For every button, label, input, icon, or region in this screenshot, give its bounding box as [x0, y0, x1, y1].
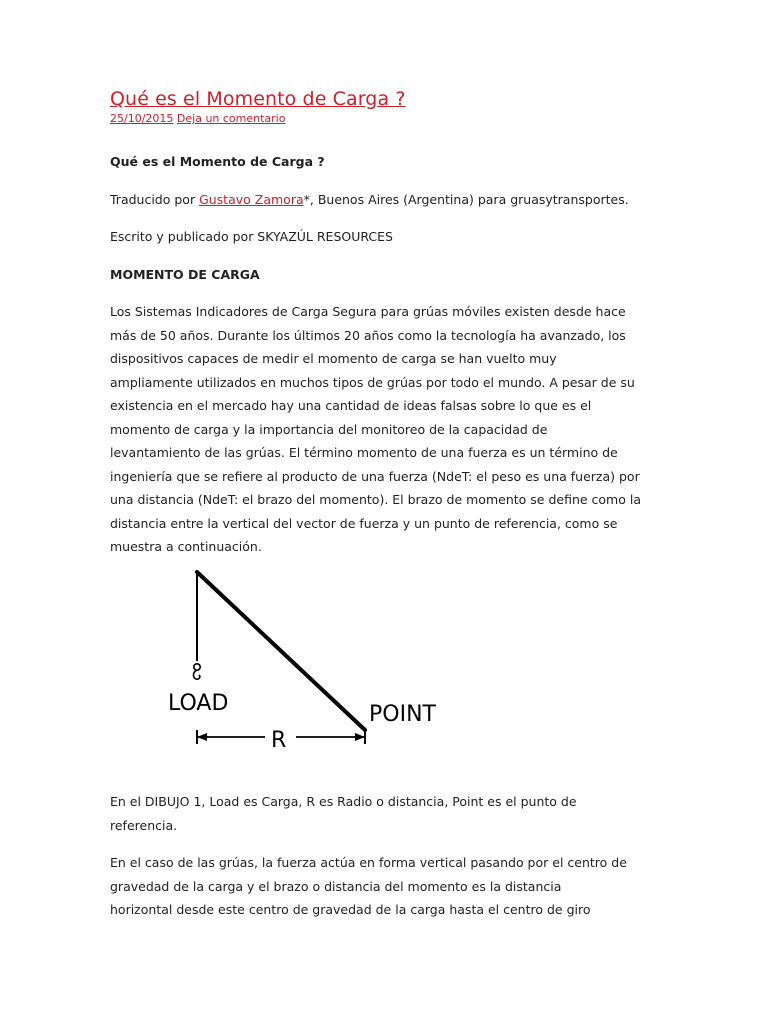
paragraph-line: levantamiento de las grúas. El término momento de una fuerza es un término de: [110, 445, 618, 460]
point-label: POINT: [369, 702, 436, 727]
paragraph-2: [110, 790, 670, 837]
translated-suffix: *, Buenos Aires (Argentina) para gruasytransportes.: [303, 191, 629, 207]
article-heading: Qué es el Momento de Carga ?: [110, 154, 325, 169]
paragraph-line: existencia en el mercado hay una cantidad de ideas falsas sobre lo que es el: [110, 398, 592, 413]
paragraph-line: gravedad de la carga y el brazo o distancia del momento es la distancia: [110, 878, 562, 894]
post-title[interactable]: Qué es el Momento de Carga ?: [110, 88, 406, 110]
paragraph-line: Los Sistemas Indicadores de Carga Segura para grúas móviles existen desde hace: [110, 304, 626, 319]
paragraph-line: dispositivos capaces de medir el momento de carga se han vuelto muy: [110, 351, 557, 366]
written-by-line: Escrito y publicado por SKYAZÚL RESOURCES: [110, 229, 393, 244]
load-label: LOAD: [168, 691, 229, 716]
article: [110, 86, 670, 559]
paragraph-3: [110, 851, 670, 922]
paragraph-line: En el DIBUJO 1, Load es Carga, R es Radio o distancia, Point es el punto de: [110, 794, 577, 809]
radius-label: R: [271, 728, 287, 753]
paragraph-line: una distancia (NdeT: el brazo del momento). El brazo de momento se define como la: [110, 492, 641, 507]
paragraph-line: En el caso de las grúas, la fuerza actúa en forma vertical pasando por el centro de: [110, 855, 627, 870]
load-moment-diagram: [150, 558, 450, 758]
translator-line: [110, 188, 670, 212]
translated-prefix: Traducido por: [110, 191, 200, 207]
paragraph-line: horizontal desde este centro de gravedad de la carga hasta el centro de giro: [110, 902, 591, 917]
radius-arrow-right: [355, 733, 365, 741]
translator-link[interactable]: Gustavo Zamora: [199, 191, 304, 207]
post-date-link[interactable]: 25/10/2015: [110, 112, 174, 125]
paragraph-line: más de 50 años. Durante los últimos 20 años como la tecnología ha avanzado, los: [110, 327, 626, 343]
comment-link[interactable]: Deja un comentario: [176, 112, 286, 125]
post-meta: [110, 112, 670, 126]
paragraph-line: referencia.: [110, 817, 178, 833]
paragraph-line: muestra a continuación.: [110, 539, 262, 554]
hook-icon: [193, 664, 200, 679]
paragraph-line: momento de carga y la importancia del monitoreo de la capacidad de: [110, 421, 548, 437]
section-title: MOMENTO DE CARGA: [110, 266, 260, 282]
paragraph-line: distancia entre la vertical del vector de fuerza y un punto de referencia, como se: [110, 515, 618, 531]
paragraph-1: [110, 300, 670, 559]
paragraph-line: ingeniería que se refiere al producto de una fuerza (NdeT: el peso es una fuerza) por: [110, 468, 640, 484]
paragraph-line: ampliamente utilizados en muchos tipos de grúas por todo el mundo. A pesar de su: [110, 374, 635, 390]
radius-arrow-left: [197, 733, 207, 741]
